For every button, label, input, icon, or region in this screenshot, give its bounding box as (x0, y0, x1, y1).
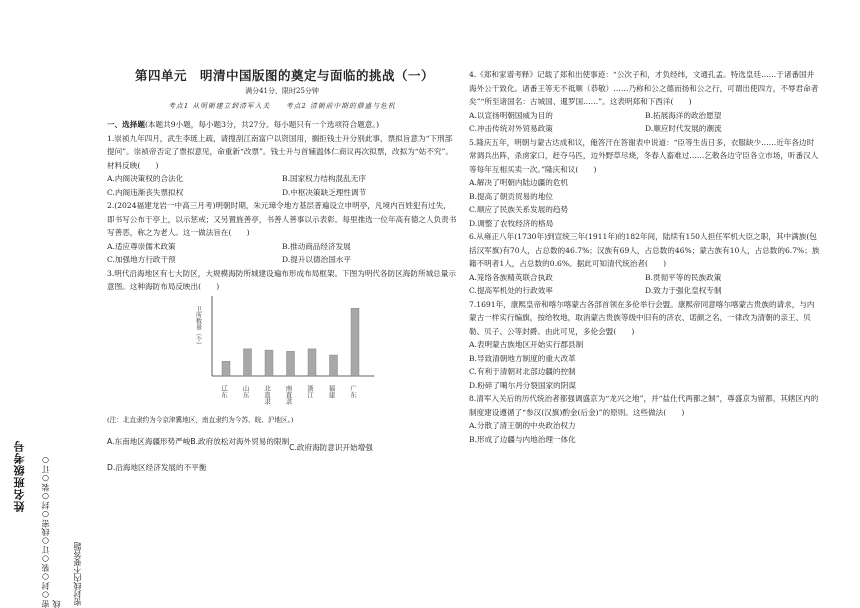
x-tick-label: 广东 (349, 384, 357, 398)
question-4-stem: 4.《郑和家谱考释》记载了郑和出使事迹：“公次子和，才负经纬，文通孔孟。特选皇廷……于诸番国并海外公干致化。诸番王等无不祗顺（恭敬）……乃称和公之德而扬和公之行，可谓出使四方，不辱君命者矣”“所至诸国名：古城国、暹罗国……”。这表明郑和下西洋( ) (469, 70, 819, 106)
x-tick-label: 北直隶 (263, 384, 271, 404)
bar (265, 350, 273, 376)
option[interactable]: B.提高了朝贡贸易的地位 (469, 191, 553, 201)
y-axis-label: 卫所数量（个） (194, 305, 202, 348)
left-column (107, 118, 457, 474)
bar-chart-svg (107, 294, 457, 412)
option[interactable]: A.分散了清王朝的中央政治权力 (469, 421, 576, 430)
option[interactable]: A.内阁决策权的合法化 (107, 174, 184, 183)
bar (351, 308, 359, 376)
option[interactable]: B.形成了边疆与内地治理一体化 (469, 434, 576, 444)
section-desc: (本题共9小题，每小题3分，共27分。每小题只有一个选项符合题意。) (144, 120, 380, 129)
option[interactable]: C.政府海防意识开始增强 (289, 443, 373, 452)
option[interactable]: C.顺应了民族关系发展的趋势 (469, 205, 569, 214)
option[interactable]: A.笼络各族精英联合执政 (469, 272, 553, 282)
option[interactable]: A.适应尊崇儒术政策 (107, 241, 176, 251)
question-1-options (107, 172, 457, 199)
option[interactable]: D.顺应时代发展的潮流 (645, 124, 722, 133)
bar (222, 361, 230, 376)
bar (287, 351, 295, 376)
question-8-stem: 8.清军入关后的历代统治者都强调盛京为“龙兴之地”，并“盐仕代两都之制”，尊盛京为留都，其辖区内的制度建设遵循了“参汉(汉旗)酌金(后金)”的原则。这些做法( ) (469, 394, 819, 417)
question-2-options (107, 240, 457, 267)
option[interactable]: C.提高军机处的行政效率 (469, 286, 553, 295)
x-tick-label: 南直隶 (284, 384, 293, 404)
question-6-options (469, 271, 821, 298)
x-tick-label: 福建 (327, 384, 336, 398)
question-4-options (469, 109, 821, 136)
page-title: 第四单元 明清中国版图的奠定与面临的挑战（一） (134, 68, 434, 83)
question-1-stem: 1.崇祯九年四月，武生李琏上疏，请搜刮江南富户以资国用，搁拒钱士升分别此事，票拟旨意为“下刑部提问”。崇祯帝否定了票拟意见，命重新“改票”。钱士升与首辅温体仁商议再次拟票，改拟为“姑不究”。材料反映( ) (107, 133, 453, 170)
right-column (469, 68, 821, 446)
question-2-stem: 2.(2024福建龙岩一中高三月考)明朝时期，朱元璋令地方基层普遍设立申明亭，凡境内百姓犯有过失，即书写公布于亭上，以示惩戒；又另置旌善亭，书善人善事以示表彰。每里推选一位年高有德之人负责书写善恶，称之为老人。这一做法旨在( ) (107, 201, 457, 237)
option[interactable]: B.推动商品经济发展 (282, 241, 351, 251)
option[interactable]: D.沿海地区经济发展的不平衡 (107, 462, 207, 472)
binding-name-label: 姓名班级考号 (13, 440, 26, 512)
score-meta: 满分41分，限时25分钟 (245, 87, 319, 95)
option[interactable]: D.中枢决策缺乏理性调节 (282, 187, 367, 197)
option[interactable]: A.以宣扬明朝国威为目的 (469, 110, 553, 120)
option[interactable]: A.东南地区海疆形势严峻 (107, 437, 191, 446)
section-header (107, 118, 457, 132)
question-6-stem: 6.从雍正八年(1730年)到宣统三年(1911年)的182年间，陆续有150人担任军机大臣之职，其中满族(包括汉军旗)有70人，占总数的46.7%；汉族有69人，占总数的46%；蒙古族有10人，占总数的6.7%；族籍不明者1人，占总数的0.6%。据此可知清代统治者( ) (469, 232, 820, 268)
option[interactable]: B.导致清朝地方制度的重大改革 (469, 353, 576, 363)
question-3-stem: 3.明代沿海地区有七大防区，大规模海防所城建设遍布形成布局框架。下图为明代各防区海防所城总量示意图。这种海防布局反映出( ) (107, 268, 456, 291)
binding-strip (0, 0, 110, 608)
bar (308, 348, 316, 375)
bar (244, 348, 252, 375)
option[interactable]: C.加强地方行政干预 (107, 255, 176, 264)
chart-note: (注：北直隶约为今京津冀地区，南直隶约为今苏、皖、沪地区。) (107, 415, 294, 424)
x-tick-label: 山东 (241, 384, 250, 398)
section-label: 一、选择题 (107, 120, 145, 129)
option[interactable]: B.国家权力结构混乱无序 (282, 174, 366, 183)
option[interactable]: D.提升以德治国水平 (282, 255, 351, 264)
bar-chart (107, 294, 457, 414)
option[interactable]: B.政府放松对海外贸易的限制 (190, 437, 290, 446)
bar (330, 355, 338, 376)
x-tick-label: 辽东 (220, 384, 228, 398)
question-5-stem: 5.隆庆五年，明朝与蒙古达成和议，俺答汗在答谢表中说道：“臣等生齿日多，衣服缺少……近年各边时常调兵出阵，杀虏家口，赶夺马匹，边外野草尽烧，冬春人畜难过……乞敕各边守臣各立市场，听番汉人等每年互相买卖一次。”隆庆和议( ) (469, 137, 819, 174)
x-tick-label: 浙江 (306, 384, 314, 398)
option[interactable]: B.贯彻平等的民族政策 (645, 272, 722, 282)
option[interactable]: B.拓展海洋的政治愿望 (645, 110, 722, 120)
option[interactable]: D.致力于强化皇权专制 (645, 286, 722, 295)
question-3-options (107, 435, 457, 474)
binding-note: 密封线内不要答题 (73, 542, 82, 606)
binding-seal-line: 密○封○装○订○线密○封○装○订○线 (41, 455, 61, 608)
exam-points: 考点1 从明朝建立到清军入关 考点2 清朝前中期的鼎盛与危机 (168, 102, 396, 110)
question-7-stem: 7.1691年，康熙皇帝和喀尔喀蒙古各部首领在多伦举行会盟。康熙帝同意喀尔喀蒙古贵族的请求，与内蒙古一样实行编旗，按给牧地，取消蒙古贵族等级中旧有的济农、诺颜之名，一律改为清朝的亲王、贝勒、贝子、公等封爵。由此可见，多伦会盟( ) (469, 299, 815, 336)
option[interactable]: D.调整了农牧经济的格局 (469, 218, 554, 228)
option[interactable]: D.粉碎了噶尔丹分裂国家的阴谋 (469, 380, 576, 390)
option[interactable]: C.冲击传统对外贸易政策 (469, 124, 553, 133)
option[interactable]: C.内阁违渐丧失票拟权 (107, 187, 184, 197)
option[interactable]: A.表明蒙古族地区开始实行郡县制 (469, 340, 584, 349)
option[interactable]: A.解决了明朝内陆边疆的危机 (469, 178, 569, 187)
option[interactable]: C.有利于清朝对北部边疆的控制 (469, 367, 576, 376)
